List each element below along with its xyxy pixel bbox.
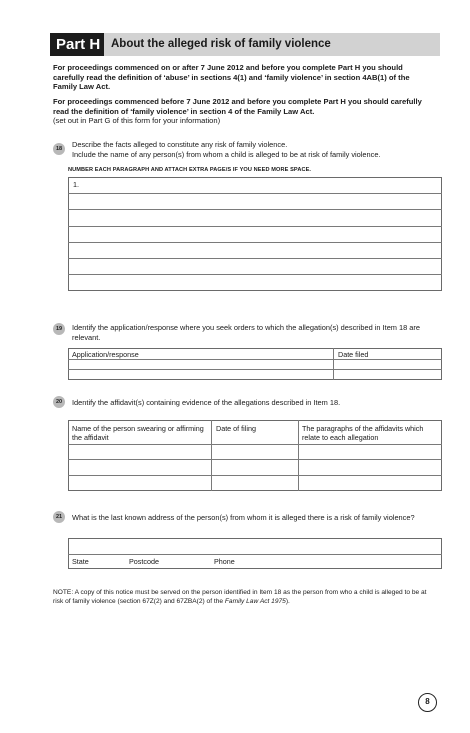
item-18-line-2: [68, 209, 442, 210]
item-18-question: Describe the facts alleged to constitute any risk of family violence. Include the name of any person(s) from whom a child is alleged to be at risk of family violence.: [72, 140, 381, 159]
item-20-col-paragraphs: The paragraphs of the affidavits which relate to each allegation: [302, 424, 424, 442]
item-19-col-application: Application/response: [72, 350, 139, 359]
item-18-line-4: [68, 242, 442, 243]
item-18-line-3: [68, 226, 442, 227]
item-20-col-name: Name of the person swearing or affirming the affidavit: [72, 424, 204, 442]
item-18-line-1: [68, 193, 442, 194]
item-19-application-field[interactable]: [69, 360, 333, 369]
note-act-title: Family Law Act 1975: [224, 598, 286, 605]
intro-paragraph-2: For proceedings commenced before 7 June 2012 and before you complete Part H you should carefully read the definition of ‘family violence’ in section 4 of the Family Law Act. (set out in Part G of this form for your information): [53, 97, 422, 126]
item-20-number: 20: [53, 396, 65, 408]
item-18-first-entry: 1.: [73, 180, 79, 189]
item-20-header-line: [68, 444, 442, 445]
part-label: Part H: [50, 33, 104, 56]
item-21-phone-label: Phone: [214, 557, 235, 566]
item-21-postcode-label: Postcode: [129, 557, 159, 566]
item-21-state-label: State: [72, 557, 89, 566]
part-title: About the alleged risk of family violence: [111, 38, 331, 50]
item-20-row-line-1: [68, 459, 442, 460]
item-18-line-6: [68, 274, 442, 275]
item-19-question: Identify the application/response where you seek orders to which the allegation(s) described in Item 18 are relevant.: [72, 323, 420, 342]
intro-paragraph-2-note: (set out in Part G of this form for your information): [53, 116, 221, 126]
item-19-row-line: [68, 369, 442, 370]
item-19-date-field[interactable]: [334, 360, 441, 369]
item-19-number: 19: [53, 323, 65, 335]
item-19-col-date-filed: Date filed: [338, 350, 369, 359]
item-21-address-line: [68, 554, 442, 555]
item-20-question: Identify the affidavit(s) containing evidence of the allegations described in Item 18.: [72, 398, 341, 407]
item-18-instruction: NUMBER EACH PARAGRAPH AND ATTACH EXTRA PAGE/S IF YOU NEED MORE SPACE.: [68, 167, 312, 173]
item-18-line-5: [68, 258, 442, 259]
item-18-number: 18: [53, 143, 65, 155]
item-20-col-date: Date of filing: [216, 424, 256, 433]
item-21-question: What is the last known address of the person(s) from whom it is alleged there is a risk of family violence?: [72, 513, 415, 522]
service-note: NOTE: A copy of this notice must be served on the person identified in Item 18 as the person from who a child is alleged to be at risk of family violence (section 67Z(2) and 67ZBA(2) of the Family Law Act 1975).: [53, 589, 427, 605]
page-number: 8: [418, 693, 437, 712]
item-20-col-divider-2: [298, 420, 299, 491]
intro-paragraph-1: For proceedings commenced on or after 7 June 2012 and before you complete Part H you should carefully read the definition of ‘abuse’ in sections 4(1) and ‘family violence’ in section 4AB(1) of the Family Law Act.: [53, 63, 410, 92]
item-20-col-divider-1: [211, 420, 212, 491]
item-21-number: 21: [53, 511, 65, 523]
item-20-row-line-2: [68, 475, 442, 476]
